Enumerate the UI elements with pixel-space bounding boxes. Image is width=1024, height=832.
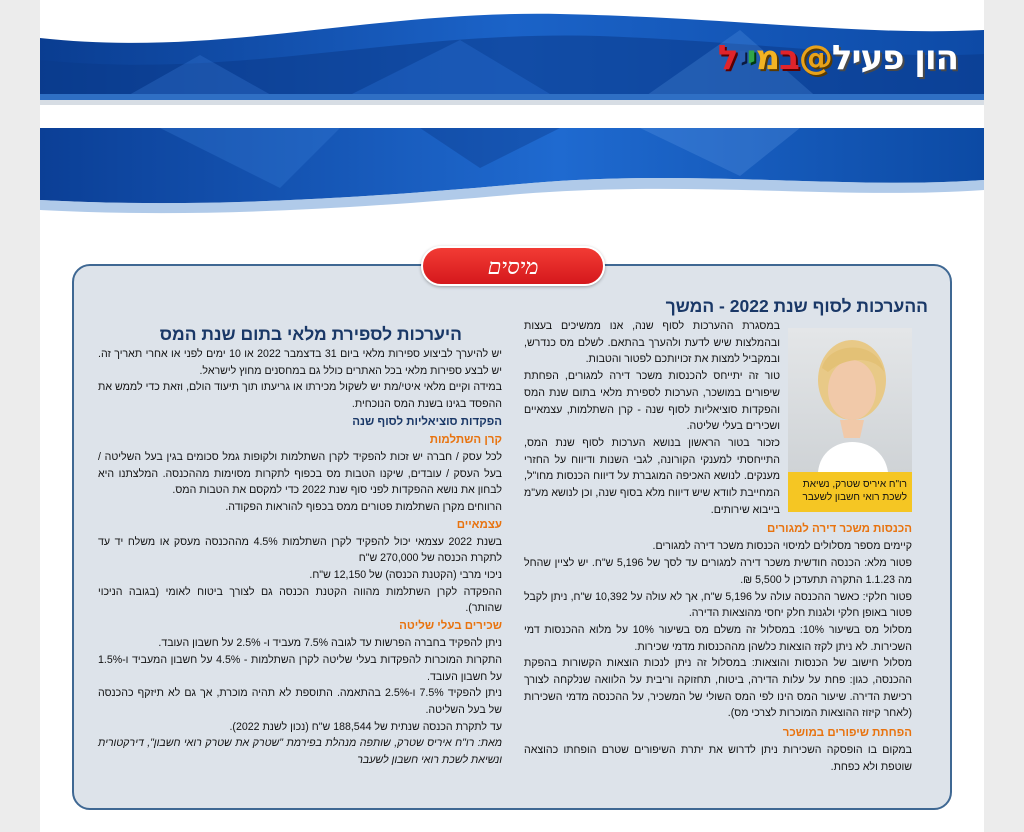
author-photo: [788, 328, 912, 512]
paragraph: כזכור בטור הראשון בנושא הערכות לסוף שנת המס, התייחסתי למענקי הקורונה, לגבי השנות ודיווח על החזרי מענקים. לנושא האכיפה המוגברת על דיווח הכנסות מחו"ל, המחייבת לוודא שיש דיווח מלא בסוף שנה, וכן לנושא מע"מ בייבוא שירותים.: [524, 436, 780, 516]
section-heading: הכנסות משכר דירה למגורים: [767, 523, 912, 536]
paragraph: מסלול מס בשיעור 10%: במסלול זה משלם מס בשיעור 10% על מלוא ההכנסות דמי השכירות. לא ניתן לקזז הוצאות כלשהן מההכנסות מדמי שכירות.: [524, 623, 912, 653]
paragraph: קיימים מספר מסלולים למיסוי הכנסות משכר דירה למגורים.: [652, 540, 912, 553]
paragraph: עד לתקרת הכנסה שנתית של 188,544 ש"ח (נכון לשנת 2022).: [229, 720, 502, 733]
paragraph: במסגרת ההערכות לסוף שנה, אנו ממשיכים בעצות ובהמלצות שיש לדעת ולהערך בהתאם. לשלם מס כנדרש, ובמקביל למצות את זכויותכם לפטור והטבות.: [524, 320, 780, 366]
article-title-left: היערכות לספירת מלאי בתום שנת המס: [159, 324, 462, 344]
paragraph: פטור מלא: הכנסה חודשית משכר דירה למגורים עד לסך של 5,196 ש"ח. יש לציין שהחל מה 1.1.23 התקרה תתעדכן ל 5,500 ₪.: [524, 557, 912, 586]
author-caption: רו"ח איריס שטרק, נשיאת לשכת רואי חשבון לשעבר: [788, 472, 912, 512]
paragraph: בשנת 2022 עצמאי יכול להפקיד לקרן השתלמות 4.5% מההכנסה מעסק או משלח יד עד לתקרת הכנסה של 270,000 ש"ח: [98, 535, 502, 565]
section-heading: הפקדות סוציאליות לסוף שנה: [352, 415, 502, 428]
left-column: [98, 346, 502, 769]
paragraph: במקום בו הופסקה השכירות ניתן לדרוש את יתרת השיפורים שטרם הופחתו כהוצאה שוטפת ולא כפחת.: [524, 744, 912, 773]
section-heading: שכירים בעלי שליטה: [399, 620, 502, 633]
section-heading: עצמאיים: [456, 518, 502, 531]
article-title-right: ההערכות לסוף שנת 2022 - המשך: [665, 296, 928, 316]
right-column: [524, 318, 912, 776]
paragraph: טור זה יתייחס להכנסות משכר דירה למגורים, הפחתת שיפורים במושכר, הערכות לספירת מלאי בתום שנת המס והפקדות סוציאליות לסוף שנה - קרן השתלמות, עצמאיים ושכירים בעלי שליטה.: [524, 370, 780, 433]
paragraph: ניתן להפקיד בחברה הפרשות עד לגובה 7.5% מעביד ו- 2.5% על חשבון העובד.: [158, 637, 502, 650]
newsletter-page: [40, 0, 984, 832]
paragraph: התקרות המוכרות להפקדות בעלי שליטה לקרן השתלמות - 4.5% על חשבון המעביד ו-1.5% על חשבון העובד.: [98, 653, 502, 683]
paragraph: במידה וקיים מלאי איטי/מת יש לשקול מכירתו או גריעתו תוך תיעוד הולם, וזאת כדי לממש את ההפסד בגינו בשנת המס הנוכחית.: [98, 381, 502, 411]
paragraph: ההפקדה לקרן השתלמות מהווה הקטנת הכנסה גם לצורך ביטוח לאומי (בגובה הניכוי שהותר).: [98, 585, 502, 615]
section-banner: [40, 128, 984, 218]
author-credit: מאת: רו"ח איריס שטרק, שותפה מנהלת בפירמת "שטרק את שטרק רואי חשבון", דירקטורית ונשיאת לשכת רואי חשבון לשעבר: [98, 737, 502, 767]
paragraph: הרווחים מקרן השתלמות פטורים ממס בכפוף להוראות הפקודה.: [225, 500, 502, 513]
paragraph: ניתן להפקיד 7.5% ו-2.5% בהתאמה. התוספת לא תהיה מוכרת, אך גם לא תיזקף כהכנסה של בעל השליטה.: [98, 687, 502, 716]
paragraph: פטור חלקי: כאשר ההכנסה עולה על 5,196 ש"ח, אך לא עולה על 10,392 ש"ח, ניתן לקבל פטור באופן חלקי ולגנות חלק יחסי מהוצאות הדירה.: [524, 590, 912, 620]
section-heading: הפחתת שיפורים במושכר: [782, 727, 912, 740]
paragraph: מסלול חישוב של הכנסות והוצאות: במסלול זה ניתן לנכות הוצאות הקשורות בהפקת ההכנסה, כגון: פחת על עלות הדירה, ביטוח, תחזוקה וריבית על הלוואה שנלקחה לצורך רכישת הדירה. שיעור המס הינו לפי המס השולי של המשכיר, על ההכנסה מדמי השכירות (לאחר קיזוז ההוצאות המוכרות לצרכי מס).: [524, 657, 912, 720]
wave-background-2: [40, 128, 984, 218]
portrait-image: [788, 328, 912, 472]
section-heading: קרן השתלמות: [429, 433, 502, 446]
paragraph: ניכוי מרבי (הקטנת הכנסה) של 12,150 ש"ח.: [309, 569, 502, 582]
brand-logo: הון פעיל@במייל: [717, 38, 958, 78]
paragraph: לכל עסק / חברה יש זכות להפקיד לקרן השתלמות ולקופות גמל סכומים בגין בעל השליטה / בעל העסק / עובדים, שיקנו הטבות מס בכפוף לתקרות מסוימות מההכנסה. המלצתנו היא לבחון את נושא ההפקדות לפני סוף שנת 2022 כדי למקסם את הטבות המס.: [98, 450, 502, 497]
category-badge: מיסים: [421, 246, 605, 286]
paragraph: יש להיערך לביצוע ספירות מלאי ביום 31 בדצמבר 2022 או 10 ימים לפני או אחרי תאריך זה. יש לבצע ספירות מלאי בכל האתרים כולל גם במחסנים מחוץ לישראל.: [98, 348, 503, 377]
header-banner: [40, 0, 984, 105]
